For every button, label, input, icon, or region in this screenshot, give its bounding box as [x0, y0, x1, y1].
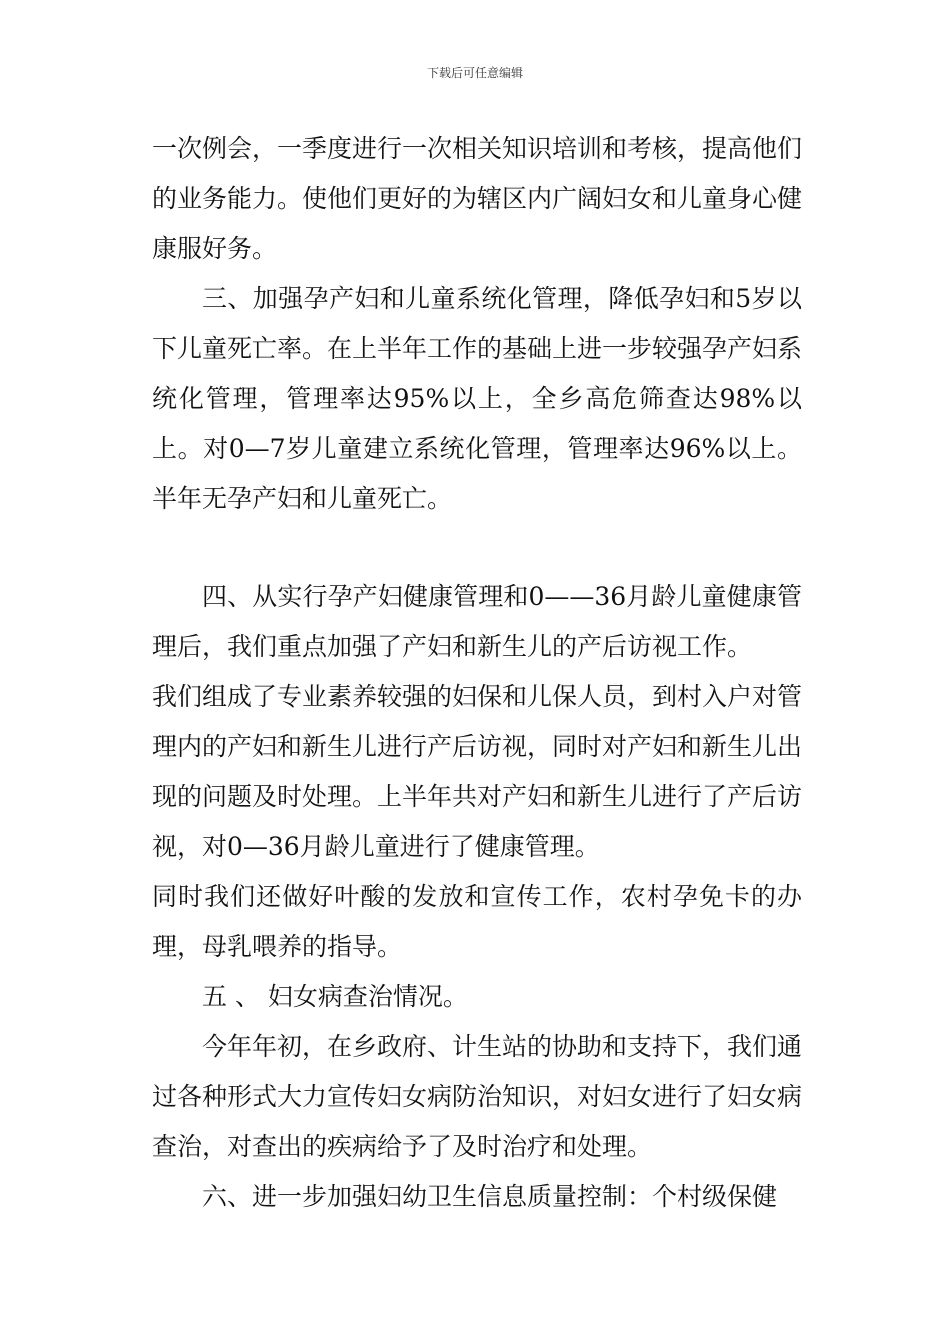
document-body	[152, 124, 802, 1222]
paragraph-folic-acid: 同时我们还做好叶酸的发放和宣传工作，农村孕免卡的办理，母乳喂养的指导。	[152, 882, 802, 961]
paragraph-section-5: 五 、 妇女病查治情况。	[202, 982, 468, 1011]
paragraph-screening: 今年年初，在乡政府、计生站的协助和支持下，我们通过各种形式大力宣传妇女病防治知识，对妇女进行了妇女病查治，对查出的疾病给予了及时治疗和处理。	[152, 1032, 803, 1161]
paragraph-section-6: 六、进一步加强妇幼卫生信息质量控制：个村级保健	[202, 1182, 778, 1211]
paragraph-section-3: 三、加强孕产妇和儿童系统化管理，降低孕妇和5岁以下儿童死亡率。在上半年工作的基础上进一步较强孕产妇系统化管理，管理率达95%以上，全乡高危筛查达98%以上。对0—7岁儿童建立系统化管理，管理率达96%以上。半年无孕产妇和儿童死亡。	[152, 284, 803, 513]
paragraph-section-4: 四、从实行孕产妇健康管理和0——36月龄儿童健康管理后，我们重点加强了产妇和新生儿的产后访视工作。	[152, 582, 802, 661]
paragraph-1: 一次例会，一季度进行一次相关知识培训和考核，提高他们的业务能力。使他们更好的为辖区内广阔妇女和儿童身心健康服好务。	[152, 134, 803, 263]
paragraph-visits: 我们组成了专业素养较强的妇保和儿保人员，到村入户对管理内的产妇和新生儿进行产后访视，同时对产妇和新生儿出现的问题及时处理。上半年共对产妇和新生儿进行了产后访视，对0—36月龄儿童进行了健康管理。	[152, 682, 803, 861]
page-header: 下载后可任意编辑	[426, 66, 523, 80]
paragraph-gap	[152, 524, 802, 572]
